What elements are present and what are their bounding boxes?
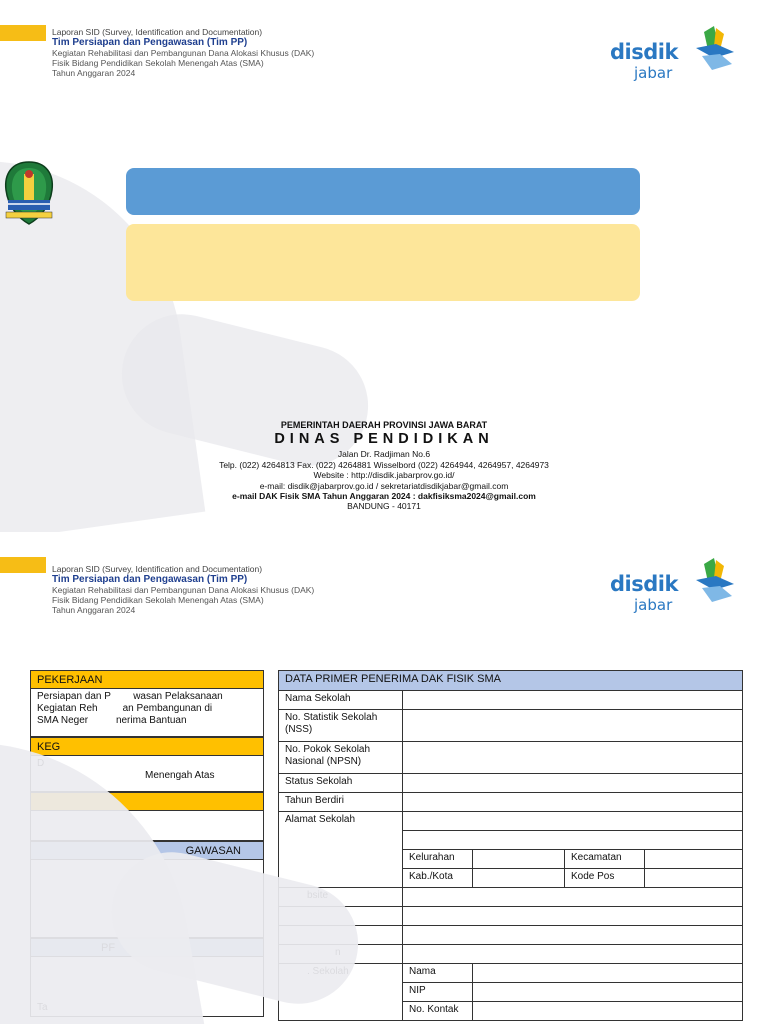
header-line-2: Tim Persiapan dan Pengawasan (Tim PP) <box>52 574 248 585</box>
value-kontak <box>473 1002 743 1021</box>
header-line-5: Tahun Anggaran 2024 <box>52 68 136 78</box>
logo-word-jabar: jabar <box>634 64 673 82</box>
agency-phone: Telp. (022) 4264813 Fax. (022) 4264881 Wisselbord (022) 4264944, 4264957, 4264973 <box>219 459 549 470</box>
label-npsn: No. Pokok Sekolah Nasional (NPSN) <box>279 742 403 774</box>
disdik-book-icon <box>694 24 736 74</box>
pengawasan-heading: GAWASAN <box>30 841 264 860</box>
header-line-1: Laporan SID (Survey, Identification and Documentation) <box>52 564 263 574</box>
header-accent-bar <box>0 25 46 41</box>
value-nama <box>473 964 743 983</box>
header-line-2: Tim Persiapan dan Pengawasan (Tim PP) <box>52 37 248 48</box>
header-line-3: Kegiatan Rehabilitasi dan Pembangunan Dana Alokasi Khusus (DAK) <box>52 585 315 595</box>
value-nss <box>403 710 743 742</box>
subtitle-placeholder-box <box>126 224 640 301</box>
value-kodepos <box>645 869 743 888</box>
agency-name: DINAS PENDIDIKAN <box>274 431 494 448</box>
label-kontak: No. Kontak <box>403 1002 473 1021</box>
value-alamat-1 <box>403 812 743 831</box>
value-status <box>403 774 743 793</box>
header-line-3: Kegiatan Rehabilitasi dan Pembangunan Dana Alokasi Khusus (DAK) <box>52 48 315 58</box>
disdik-jabar-logo <box>606 552 736 618</box>
value-row-blank-2 <box>403 926 743 945</box>
label-nss: No. Statistik Sekolah (NSS) <box>279 710 403 742</box>
report-header <box>52 27 314 78</box>
jawa-barat-emblem-icon <box>2 160 56 226</box>
institution-footer <box>184 420 584 512</box>
label-status: Status Sekolah <box>279 774 403 793</box>
logo-word-disdik: disdik <box>610 572 678 596</box>
agency-website: Website : http://disdik.jabarprov.go.id/ <box>313 470 455 481</box>
value-npsn <box>403 742 743 774</box>
header-line-4: Fisik Bidang Pendidikan Sekolah Menengah Atas (SMA) <box>52 58 264 68</box>
value-kecamatan <box>645 850 743 869</box>
logo-word-jabar: jabar <box>634 596 673 614</box>
government-name: PEMERINTAH DAERAH PROVINSI JAWA BARAT <box>280 420 488 430</box>
header-line-5: Tahun Anggaran 2024 <box>52 605 136 615</box>
pekerjaan-body: Persiapan dan P wasan Pelaksanaan Kegiatan Reh an Pembangunan di SMA Neger nerima Bantuan <box>30 689 264 737</box>
value-row-blank <box>403 907 743 926</box>
disdik-jabar-logo <box>606 20 736 86</box>
value-nip <box>473 983 743 1002</box>
value-website <box>403 888 743 907</box>
label-nip: NIP <box>403 983 473 1002</box>
label-nama: Nama <box>403 964 473 983</box>
agency-dak-email: e-mail DAK Fisik SMA Tahun Anggaran 2024 : dakfisiksma2024@gmail.com <box>232 491 536 502</box>
header-line-1: Laporan SID (Survey, Identification and Documentation) <box>52 27 263 37</box>
label-kelurahan: Kelurahan <box>403 850 473 869</box>
label-kabkota: Kab./Kota <box>403 869 473 888</box>
logo-word-disdik: disdik <box>610 40 678 64</box>
document-page-2 <box>0 548 768 1024</box>
header-accent-bar <box>0 557 46 573</box>
school-data-title: DATA PRIMER PENERIMA DAK FISIK SMA <box>279 671 743 691</box>
title-placeholder-box <box>126 168 640 215</box>
kegiatan-heading: KEG <box>30 737 264 756</box>
agency-email: e-mail: disdik@jabarprov.go.id / sekretariatdisdikjabar@gmail.com <box>259 480 509 491</box>
value-nama-sekolah <box>403 691 743 710</box>
value-kabkota <box>473 869 565 888</box>
report-header <box>52 564 314 615</box>
label-kodepos: Kode Pos <box>565 869 645 888</box>
label-kecamatan: Kecamatan <box>565 850 645 869</box>
agency-address: Jalan Dr. Radjiman No.6 <box>337 449 431 460</box>
pekerjaan-heading: PEKERJAAN <box>30 670 264 689</box>
value-kelurahan <box>473 850 565 869</box>
disdik-book-icon <box>694 556 736 606</box>
page-gap <box>0 532 768 548</box>
value-row-n <box>403 945 743 964</box>
header-line-4: Fisik Bidang Pendidikan Sekolah Menengah Atas (SMA) <box>52 595 264 605</box>
value-tahun-berdiri <box>403 793 743 812</box>
kegiatan-body: Menengah Atas <box>30 756 264 792</box>
value-alamat-2 <box>403 831 743 850</box>
label-tahun-berdiri: Tahun Berdiri <box>279 793 403 812</box>
label-alamat: Alamat Sekolah <box>279 812 403 888</box>
label-nama-sekolah: Nama Sekolah <box>279 691 403 710</box>
agency-city: BANDUNG - 40171 <box>347 501 421 512</box>
